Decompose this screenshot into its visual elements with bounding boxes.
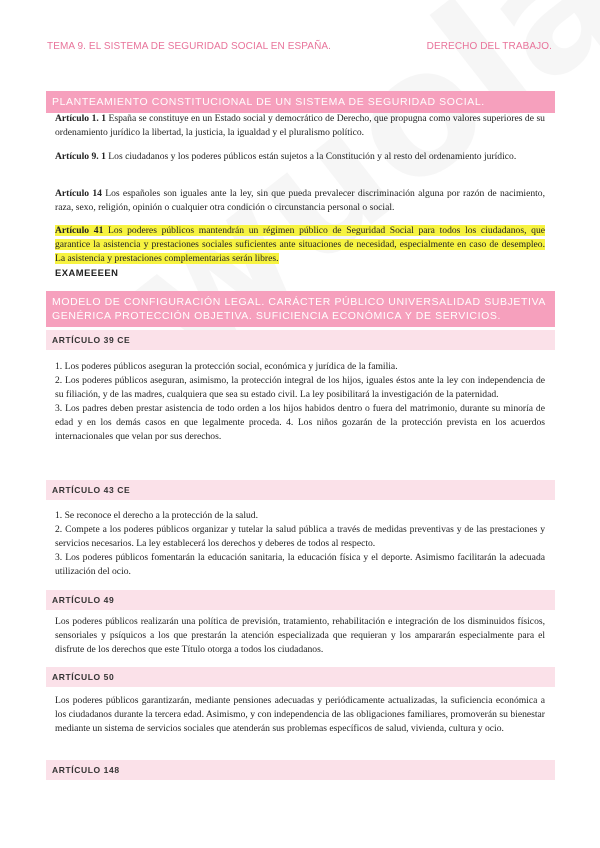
paragraph: 1. Se reconoce el derecho a la protección de la salud. <box>55 510 258 521</box>
article-50-heading: ARTÍCULO 50 <box>46 667 555 687</box>
paragraph: 3. Los poderes públicos fomentarán la educación sanitaria, la educación física y el deporte. Asimismo facilitarán la adecuada utilización del ocio. <box>55 552 545 577</box>
paragraph: 1. Los poderes públicos aseguran la protección social, económica y jurídica de la familia. <box>55 361 398 372</box>
article-text: Los ciudadanos y los poderes públicos están sujetos a la Constitución y al resto del ordenamiento jurídico. <box>105 151 517 162</box>
article-148-heading: ARTÍCULO 148 <box>46 760 555 780</box>
section-title-legal-model: MODELO DE CONFIGURACIÓN LEGAL. CARÁCTER PÚBLICO UNIVERSALIDAD SUBJETIVA GENÉRICA PROTECCIÓN OBJETIVA. SUFICIENCIA ECONÓMICA Y DE SERVICIOS. <box>46 291 555 327</box>
section-title-constitutional: PLANTEAMIENTO CONSTITUCIONAL DE UN SISTEMA DE SEGURIDAD SOCIAL. <box>46 91 555 113</box>
article-50-body: Los poderes públicos garantizarán, mediante pensiones adecuadas y periódicamente actualizadas, la suficiencia económica a los ciudadanos durante la tercera edad. Asimismo, y con independencia de las obligaciones familiares, promoverán su bienestar mediante un sistema de servicios sociales que atenderán sus problemas específicos de salud, vivienda, cultura y ocio. <box>55 695 545 734</box>
article-text: España se constituye en un Estado social y democrático de Derecho, que propugna como valores superiores de su ordenamiento jurídico la libertad, la justicia, la igualdad y el pluralismo político. <box>55 113 545 138</box>
article-9-paragraph <box>55 150 545 164</box>
article-label: Artículo 14 <box>55 188 102 199</box>
article-text: Los españoles son iguales ante la ley, sin que pueda prevalecer discriminación alguna por razón de nacimiento, raza, sexo, religión, opinión o cualquier otra condición o circunstancia personal o social. <box>55 188 545 213</box>
article-label: Artículo 1. 1 <box>55 113 107 124</box>
article-43-heading: ARTÍCULO 43 CE <box>46 480 555 500</box>
highlighted-text <box>55 225 545 264</box>
article-49-body: Los poderes públicos realizarán una política de previsión, tratamiento, rehabilitación e integración de los disminuidos físicos, sensoriales y psíquicos a los que prestarán la atención especializada que requieran y los ampararán especialmente para el disfrute de los derechos que este Título otorga a todos los ciudadanos. <box>55 616 545 655</box>
article-41-paragraph <box>55 224 545 281</box>
article-text: Los poderes públicos mantendrán un régimen público de Seguridad Social para todos los ciudadanos, que garantice la asistencia y prestaciones sociales suficientes ante situaciones de necesidad, especialmente en caso de desempleo. La asistencia y prestaciones complementarias serán libres. <box>55 225 545 264</box>
article-label: Artículo 41 <box>55 225 104 236</box>
article-1-paragraph <box>55 112 545 140</box>
header-topic: TEMA 9. EL SISTEMA DE SEGURIDAD SOCIAL EN ESPAÑA. <box>47 41 332 52</box>
article-39-body <box>55 360 545 444</box>
article-14-paragraph <box>55 187 545 215</box>
article-label: Artículo 9. 1 <box>55 151 106 162</box>
exam-note: EXAMEEEEN <box>55 267 119 278</box>
article-49-heading: ARTÍCULO 49 <box>46 590 555 610</box>
paragraph: 2. Los poderes públicos aseguran, asimismo, la protección integral de los hijos, iguales éstos ante la ley con independencia de su filiación, y de las madres, cualquiera que sea su estado civil. La ley posibilitará la investigación de la paternidad. <box>55 375 545 400</box>
article-39-heading: ARTÍCULO 39 CE <box>46 330 555 350</box>
paragraph: 2. Compete a los poderes públicos organizar y tutelar la salud pública a través de medidas preventivas y de las prestaciones y servicios necesarios. La ley establecerá los derechos y deberes de todos al respecto. <box>55 524 545 549</box>
paragraph: 3. Los padres deben prestar asistencia de todo orden a los hijos habidos dentro o fuera del matrimonio, durante su minoría de edad y en los demás casos en que legalmente proceda. 4. Los niños gozarán de la protección prevista en los acuerdos internacionales que velan por sus derechos. <box>55 403 545 442</box>
header-subject: DERECHO DEL TRABAJO. <box>426 41 552 52</box>
article-43-body <box>55 509 545 579</box>
